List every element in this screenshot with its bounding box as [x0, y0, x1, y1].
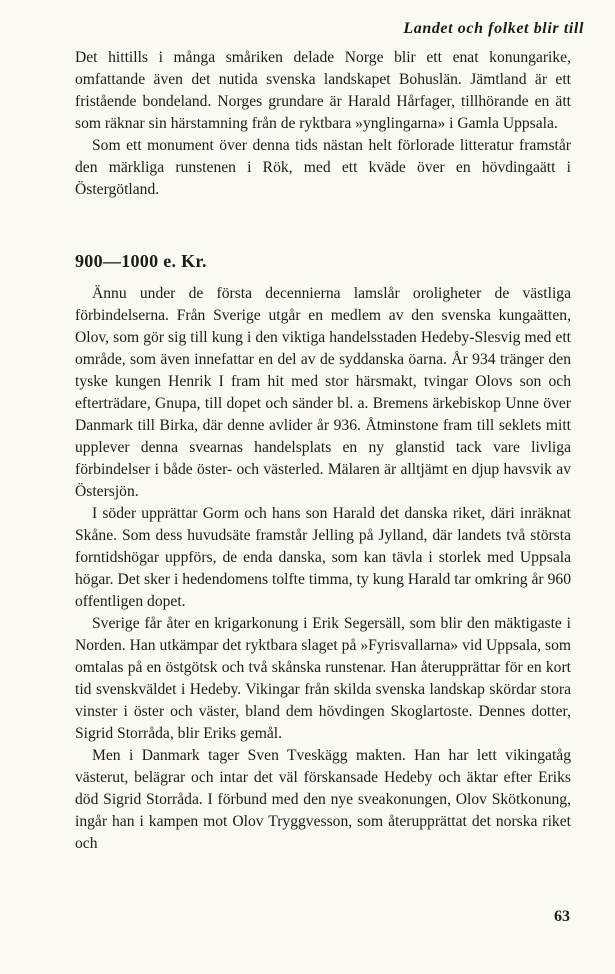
paragraph: I söder upprättar Gorm och hans son Harald det danska riket, däri inräknat Skåne. Som dess huvudsäte framstår Jelling på Jylland, där landets två största forntidshögar uppförs, de enda danska, som kan tävla i storlek med Uppsala högar. Det sker i hedendomens tolfte timma, ty kung Harald tar omkring år 960 offentligen dopet. — [75, 505, 571, 610]
paragraph: Som ett monument över denna tids nästan helt förlorade litteratur framstår den märkliga runstenen i Rök, med ett kväde över en hövdingaätt i Östergötland. — [75, 137, 571, 198]
paragraph: Det hittills i många småriken delade Norge blir ett enat konungarike, omfattande även det nutida svenska landskapet Bohuslän. Jämtland är ett fristående bondeland. Norges grundare är Harald Hårfager, tillhörande en ätt som räknar sin härstamning från de ryktbara »ynglingarna» i Gamla Uppsala. — [75, 49, 571, 132]
paragraph: Sverige får åter en krigarkonung i Erik Segersäll, som blir den mäktigaste i Norden. Han utkämpar det ryktbara slaget på »Fyrisvallarna» vid Uppsala, som omtalas på en östgötsk och två skånska runstenar. Han återupprättar för en kort tid svenskväldet i Hedeby. Vikingar från skilda svenska landskap skördar stora vinster i öster och väster, bland dem hövdingen Skoglartoste. Dennes dotter, Sigrid Storråda, blir Eriks gemål. — [75, 615, 571, 742]
intro-text-block — [75, 47, 571, 201]
section-heading: 900—1000 e. Kr. — [75, 251, 207, 271]
section-text-block — [75, 283, 571, 855]
page-number: 63 — [554, 908, 570, 925]
running-head: Landet och folket blir till — [403, 20, 584, 37]
paragraph: Ännu under de första decennierna lamslår oroligheter de västliga förbindelserna. Från Sverige utgår en medlem av den svenska kungaätten, Olov, som gör sig till kung i den viktiga handelsstaden Hedeby-Slesvig med ett område, som även innefattar en del av de syddanska öarna. År 934 tränger den tyske kungen Henrik I fram hit med stor härsmakt, tvingar Olovs son och efterträdare, Gnupa, till dopet och sänder bl. a. Bremens ärkebiskop Unne över Danmark till Birka, där denne avlider år 936. Åtminstone fram till seklets mitt upplever denna svearnas handelsplats en ny glanstid tack vare livliga förbindelser i både öster- och västerled. Mälaren är alltjämt en djup havsvik av Östersjön. — [75, 285, 571, 500]
paragraph: Men i Danmark tager Sven Tveskägg makten. Han har lett vikingatåg västerut, belägrar och intar det väl förskansade Hedeby och äktar efter Eriks död Sigrid Storråda. I förbund med den nye sveakonungen, Olov Skötkonung, ingår han i kampen mot Olov Tryggvesson, som återupprättat det norska riket och — [75, 747, 571, 852]
